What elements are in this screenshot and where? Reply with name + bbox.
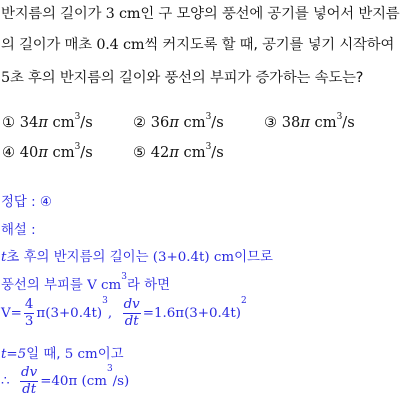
exponent: 3 bbox=[74, 112, 81, 122]
exponent: 3 bbox=[336, 112, 343, 122]
option-3[interactable] bbox=[264, 114, 355, 131]
pi-symbol: π bbox=[169, 144, 179, 161]
unit-tail: /s bbox=[211, 114, 224, 131]
explanation-text: 일 때, bbox=[26, 347, 65, 362]
exponent: 3 bbox=[106, 364, 113, 374]
derivative bbox=[20, 366, 38, 397]
derivative-numerator: dv bbox=[20, 366, 38, 382]
option-coefficient: 34 bbox=[19, 114, 39, 131]
math-expr: V= bbox=[1, 306, 22, 322]
unit: cm bbox=[183, 144, 206, 161]
question-text: 인 구 모양의 풍선에 공기를 넣어서 반지름 bbox=[140, 6, 400, 22]
unit-tail: /s bbox=[211, 144, 224, 161]
question-text: 씩 커지도록 할 때, 공기를 넣기 시작하여 bbox=[144, 37, 395, 53]
explanation-line-1 bbox=[1, 246, 273, 265]
math-expr: /s) bbox=[112, 374, 130, 390]
fraction-denominator: 3 bbox=[24, 314, 34, 330]
option-marker: ② bbox=[133, 114, 147, 131]
unit: cm bbox=[314, 114, 337, 131]
explanation-line-5 bbox=[1, 366, 129, 397]
option-4[interactable] bbox=[2, 144, 93, 161]
question-line-3 bbox=[1, 66, 363, 87]
pi-symbol: π bbox=[300, 114, 310, 131]
option-marker: ⑤ bbox=[133, 144, 147, 161]
math-expr: =1.6π(3+0.4t) bbox=[142, 306, 241, 322]
pi-symbol: π bbox=[38, 144, 48, 161]
math-expr: π(3+0.4t) bbox=[36, 306, 103, 322]
pi-symbol: π bbox=[169, 114, 179, 131]
exponent: 3 bbox=[121, 272, 127, 282]
question-text: 반지름의 길이가 bbox=[1, 6, 106, 22]
exponent: 3 bbox=[205, 112, 212, 122]
explanation-text: 라 하면 bbox=[126, 278, 171, 293]
exponent: 3 bbox=[102, 296, 108, 306]
unit-tail: /s bbox=[80, 114, 93, 131]
therefore-symbol: ∴ bbox=[1, 374, 10, 390]
explanation-text: 풍선의 부피를 bbox=[1, 278, 88, 293]
fraction bbox=[24, 298, 35, 329]
unit: cm bbox=[52, 144, 75, 161]
unit-tail: /s bbox=[342, 114, 355, 131]
option-coefficient: 40 bbox=[19, 144, 39, 161]
explanation-line-3 bbox=[1, 298, 247, 329]
math-expr: t=5 bbox=[1, 347, 27, 362]
explanation-title bbox=[1, 219, 36, 238]
unit: cm bbox=[52, 114, 75, 131]
explanation-text: 이고 bbox=[97, 347, 124, 362]
unit: cm bbox=[183, 114, 206, 131]
explanation-line-2 bbox=[1, 274, 170, 293]
derivative-denominator: dt bbox=[22, 382, 37, 398]
option-1[interactable] bbox=[2, 114, 93, 131]
unit-tail: /s bbox=[80, 144, 93, 161]
exponent: 3 bbox=[205, 142, 212, 152]
answer-value: ④ bbox=[39, 195, 52, 210]
exponent: 3 bbox=[74, 142, 81, 152]
explanation-text: 이므로 bbox=[234, 250, 273, 265]
option-marker: ③ bbox=[264, 114, 278, 131]
math-expr: 5 cm bbox=[64, 347, 98, 362]
math-value: 3 cm bbox=[105, 6, 141, 22]
fraction-numerator: 4 bbox=[24, 298, 35, 314]
math-var: t bbox=[1, 250, 7, 265]
derivative-denominator: dt bbox=[124, 314, 139, 330]
question-text: 초 후의 반지름의 길이와 풍선의 부피가 증가하는 속도는? bbox=[9, 70, 364, 86]
derivative-numerator: dv bbox=[123, 298, 141, 314]
math-value: 5 bbox=[1, 70, 10, 86]
option-coefficient: 36 bbox=[150, 114, 170, 131]
option-5[interactable] bbox=[133, 144, 224, 161]
explanation-text: 초 후의 반지름의 길이는 bbox=[6, 250, 153, 265]
explanation-label: 해설 : bbox=[1, 223, 36, 238]
separator: , bbox=[107, 306, 113, 322]
answer-line bbox=[1, 191, 52, 210]
math-expr: V cm bbox=[87, 278, 122, 293]
option-coefficient: 42 bbox=[150, 144, 170, 161]
math-expr: =40π (cm bbox=[40, 374, 107, 390]
explanation-line-4 bbox=[1, 343, 124, 362]
question-text: 의 길이가 매초 bbox=[1, 37, 97, 53]
exponent: 2 bbox=[240, 296, 247, 306]
question-line-2 bbox=[1, 33, 394, 54]
option-marker: ④ bbox=[2, 144, 16, 161]
option-2[interactable] bbox=[133, 114, 224, 131]
question-line-1 bbox=[1, 2, 399, 23]
pi-symbol: π bbox=[38, 114, 48, 131]
answer-label: 정답 : bbox=[1, 195, 40, 210]
derivative bbox=[123, 298, 141, 329]
option-coefficient: 38 bbox=[281, 114, 301, 131]
math-value: 0.4 cm bbox=[96, 37, 145, 53]
math-expr: (3+0.4t) cm bbox=[152, 250, 235, 265]
option-marker: ① bbox=[2, 114, 16, 131]
